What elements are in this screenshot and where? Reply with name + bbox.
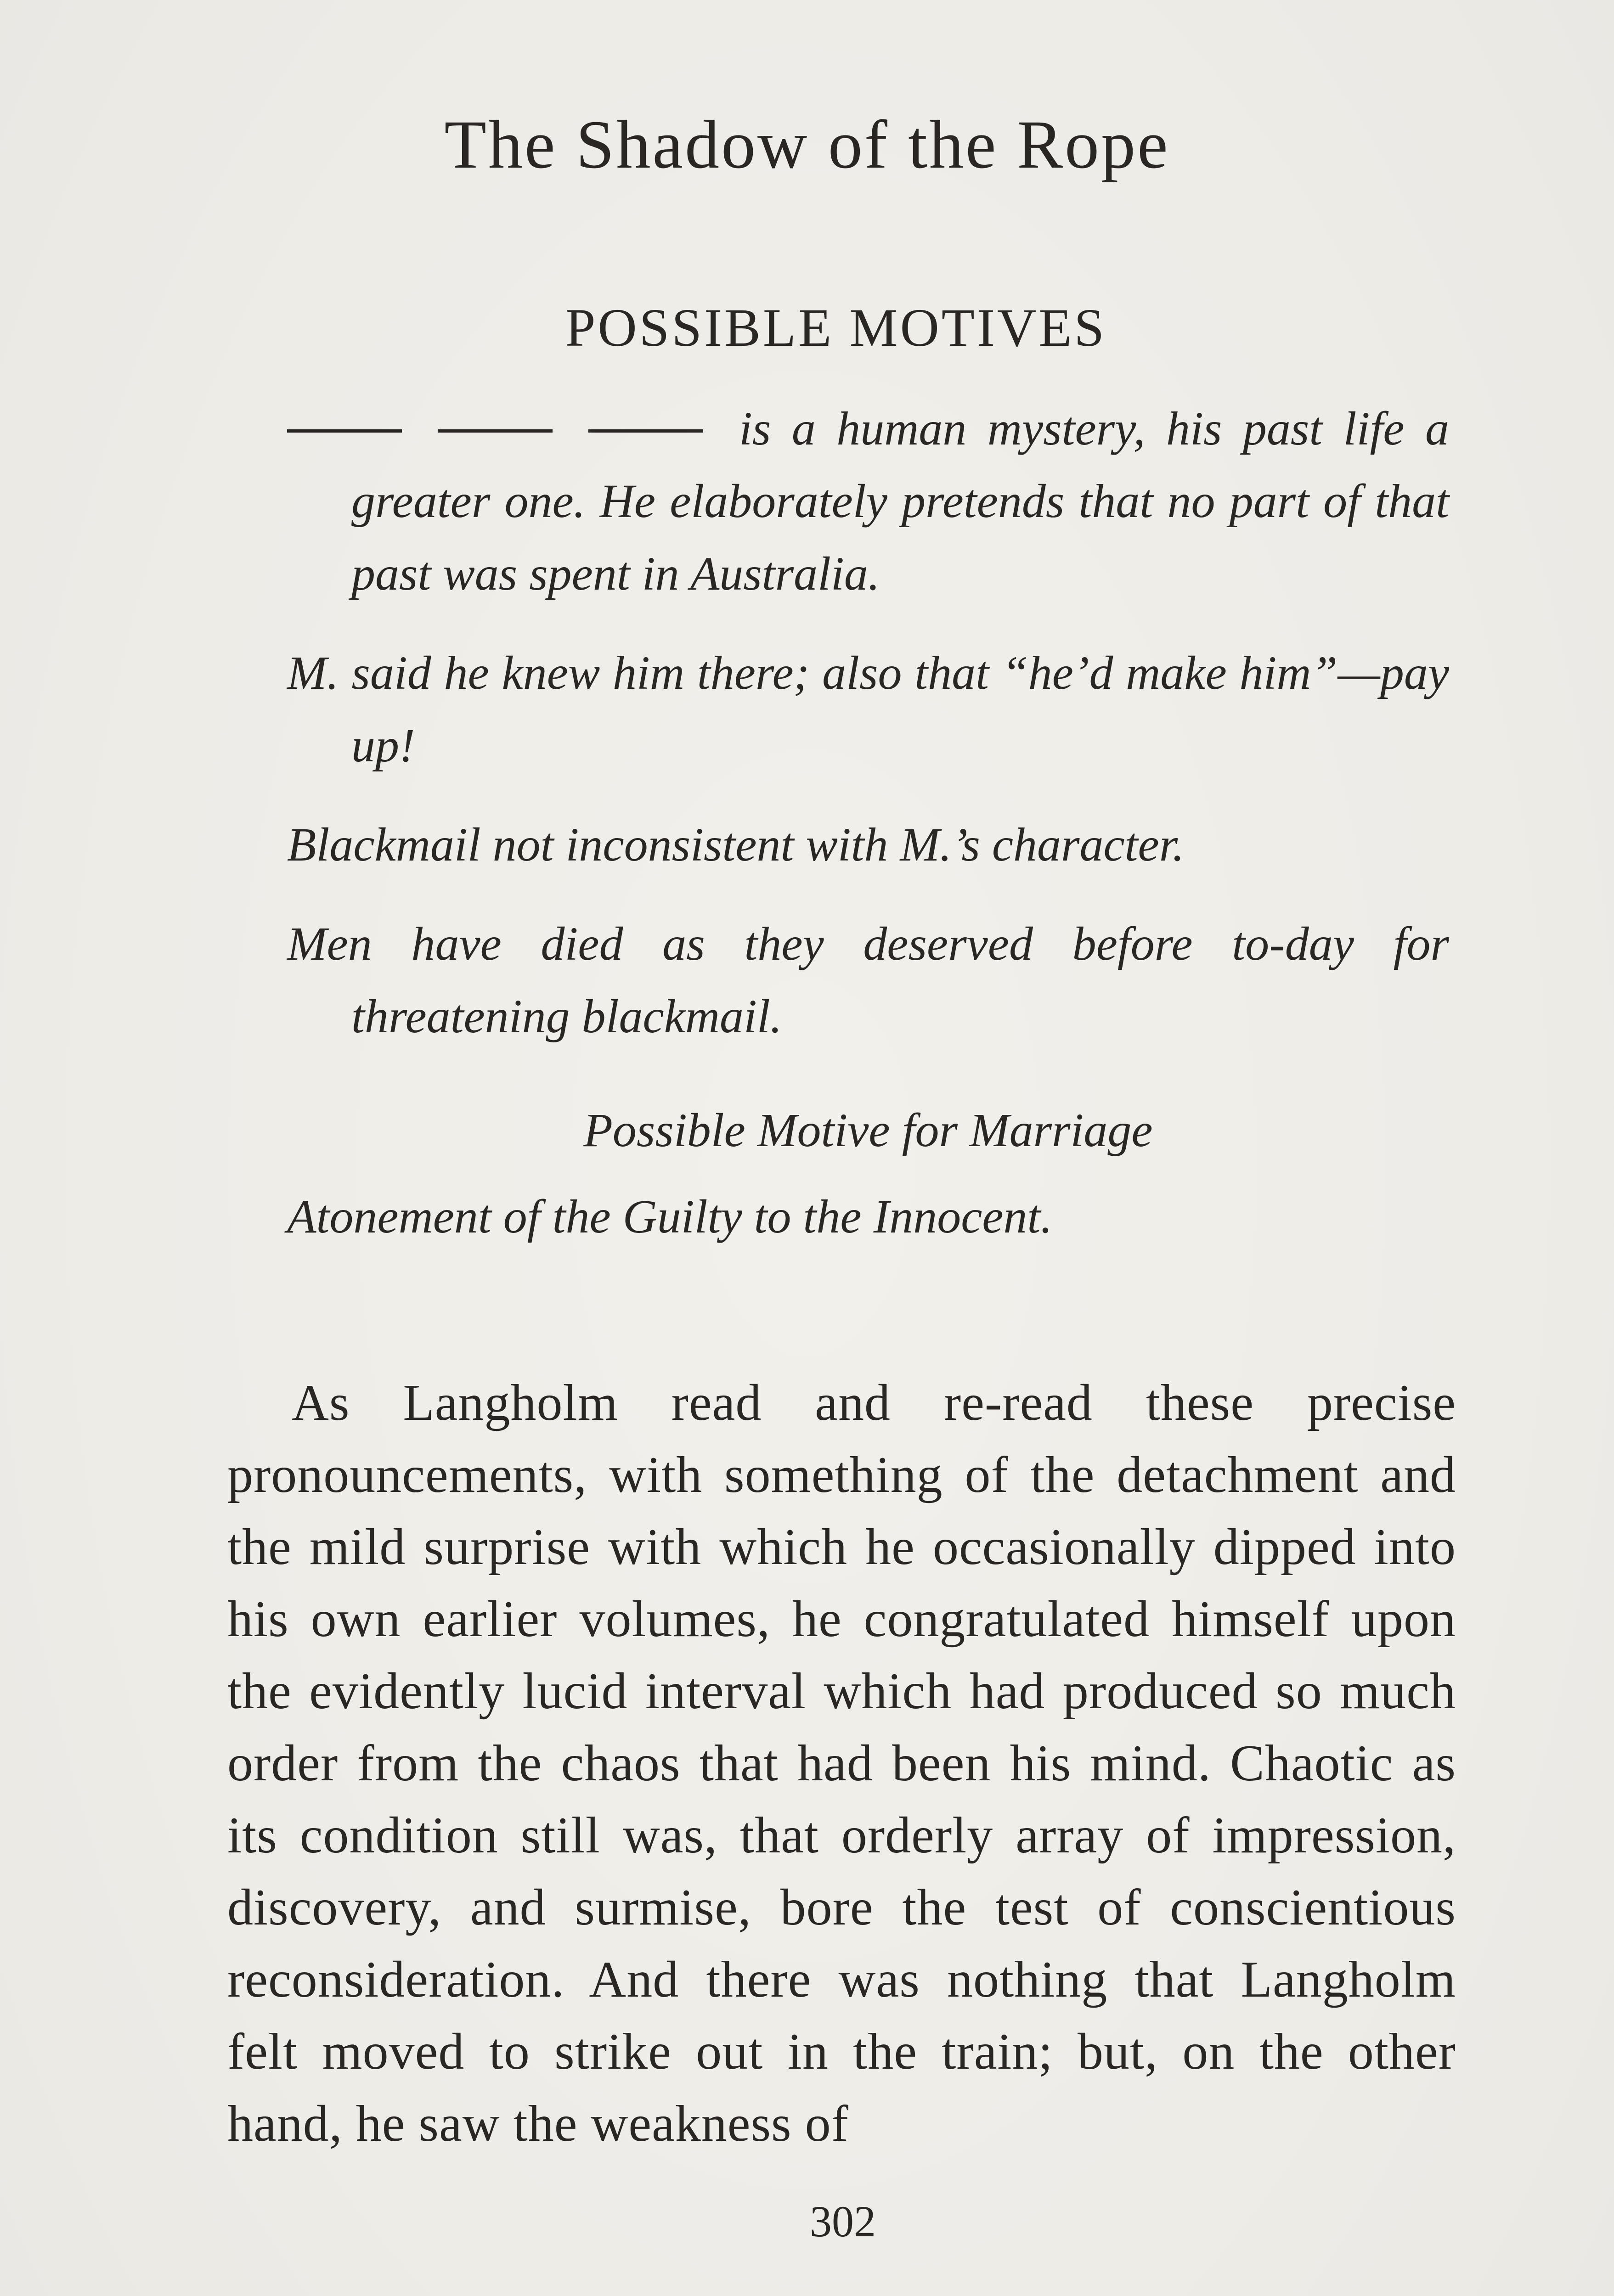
section-title: POSSIBLE MOTIVES xyxy=(565,298,1107,358)
note-text: is a human mystery, his past life a greater one. He elaborately pretends that no part of that past was spent in Australia. xyxy=(351,402,1449,600)
name-blank-line xyxy=(438,429,553,433)
atonement-line: Atonement of the Guilty to the Innocent. xyxy=(287,1190,1053,1243)
running-head: The Shadow of the Rope xyxy=(444,107,1170,183)
note-item: Blackmail not inconsistent with M.’s character. xyxy=(287,818,1185,871)
subhead: Possible Motive for Marriage xyxy=(583,1104,1153,1157)
name-blank-line xyxy=(287,429,402,433)
note-item xyxy=(287,393,1449,610)
note-item: Men have died as they deserved before to-day for threatening blackmail. xyxy=(287,917,1449,1043)
body-paragraph: As Langholm read and re-read these precise pronouncements, with something of the detachment and the mild surprise with which he occasionally dipped into his own earlier volumes, he congratulated himself upon the evidently lucid interval which had produced so much order from the chaos that had been his mind. Chaotic as its condition still was, that orderly array of impression, discovery, and surmise, bore the test of conscientious reconsideration. And there was nothing that Langholm felt moved to strike out in the train; but, on the other hand, he saw the weakness of xyxy=(227,1374,1456,2152)
note-item: M. said he knew him there; also that “he’d make him”—pay up! xyxy=(287,647,1449,772)
name-blank-line xyxy=(588,429,703,433)
notes-block xyxy=(287,393,1449,1253)
page-number: 302 xyxy=(810,2197,876,2246)
